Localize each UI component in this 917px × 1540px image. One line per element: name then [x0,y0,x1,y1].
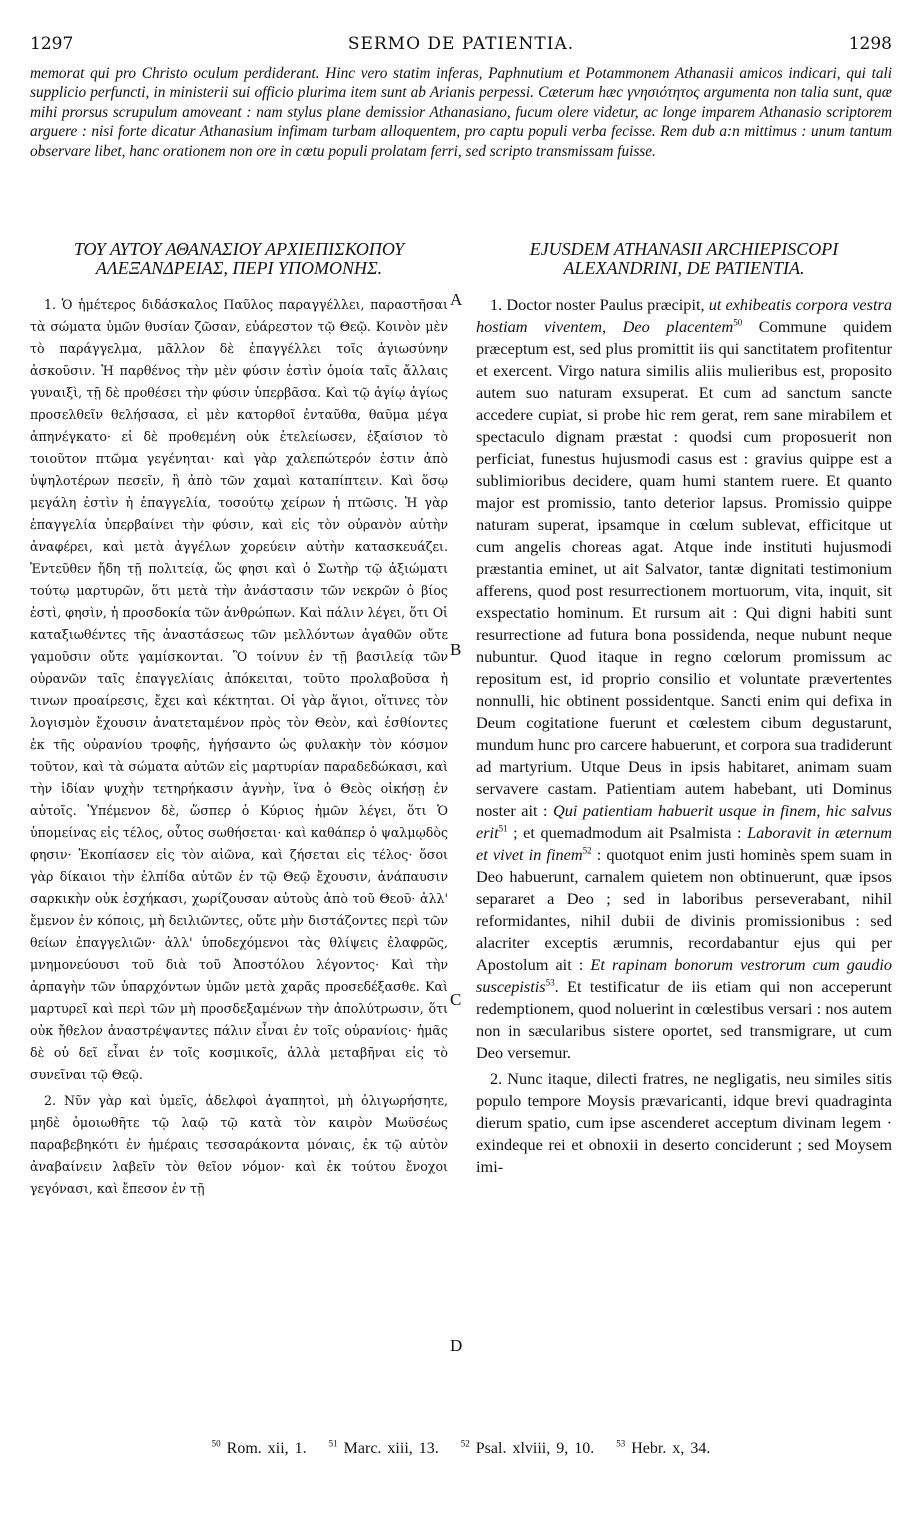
latin-title-line1: EJUSDEM ATHANASII ARCHIEPISCOPI [529,239,839,259]
latin-body [476,294,892,1178]
latin-p1-text-e: ; et quemadmodum ait Psalmista : [507,823,748,842]
footnote-53 [616,1440,710,1457]
intro-paragraph: memorat qui pro Christo oculum perdiderant. Hinc vero statim inferas, Paphnutium et Potammonem Athanasii amicos indicari, qui tali supplicio perfuncti, in ministerii sui officio plurima item sunt ab Arianis perpessi. Cæterum hæc γνησιότητος argumenta non talia sunt, quæ mihi prorsus scrupulum amoveant : nam stylus plane demissior Athanasiano, fucum olere videtur, ac longe imparem Athanasio scriptorem arguere : nisi forte dicatur Athanasium infimam turbam alloquentem, pro captu populi verba fecisse. Rem dub a:n mittimus : unum tantum observare libet, hanc orationem non ore in cœtu populi prolatam ferri, sed scripto transmissam fuisse. [30,65,892,160]
footnote-text: Marc. xiii, 13. [343,1440,439,1457]
greek-title-line2: ΑΛΕΞΑΝΔΡΕΙΑΣ, ΠΕΡΙ ΥΠΟΜΟΝΗΣ. [95,258,383,278]
latin-p1-quote-2: Qui patientiam habuerit usque in finem, hic salvus erit [476,801,892,842]
latin-p1-text-c: Commune quidem præceptum est, sed plus promittit iis qui sanctitatem profitentur et exercent. Virgo natura similis aliis mulieribus est, proposito autem suo naturam exsuperat. Et cum ad sanctum sancte accedere cupiat, si probe hic rem gerat, rem sane mirabilem et spectaculo dignam præstat : quodsi cum proposuerit non perficiat, funestus hujusmodi casus est : gravius quippe est a sublimioribus decidere, quam humi stantem ruere. Et quanto major est promissio, tanto deterior lapsus. Promissio quippe naturam superat, ipsamque in cœlum sublevat, efficitque ut cum angelis choreas agat. Atque inde instituti hujusmodi præstantia eminet, ut ait Salvator, tantæ dignitati testimonium afferens, quod post resurrectionem mortuorum, vita, inquit, sit exspectatio hominum. Et rursum ait : Qui digni habiti sunt resurrectione ad futura bona possidenda, neque nubunt neque nubuntur. Quod itaque in regno cœlorum promissum ac repositum est, id proprio consilio et voluntate prævertentes nonnulli, hic obtinent possidentque. Sancti enim qui defixa in Deum cogitatione fuerunt et cœlestem cibum degustarunt, mundum hunc pro carcere habuerunt, et corpora sua tradiderunt ad martyrium. Utque Deus in ipsis habitaret, animam suam servavere castam. Patientiam autem habebant, uti Dominus noster ait : [476,317,892,820]
page-number-right: 1298 [848,34,892,54]
greek-column [30,240,448,1200]
footnote-number: 53 [616,1438,626,1449]
latin-paragraph-2: 2. Nunc itaque, dilecti fratres, ne negligatis, neu similes sitis populo tempore Moysis prævaricanti, idque brevi quadraginta dierum spatio, cum ipse ascenderet acceptum divinam legem · exindeque rei et obnoxii in deserto conciderunt ; sed Moysem imi- [476,1069,892,1176]
footnote-ref-50: 50 [733,317,743,328]
footnote-text: Rom. xii, 1. [226,1440,307,1457]
footnote-52 [461,1440,594,1457]
latin-p1-text-g: : quotquot enim justi hominès spem suam in Deo habuerunt, carnalem quietem non obtinuerunt, quæ ipsos separaret a Deo ; sed in laboribus perseverabant, nihil reformidantes, nihil dubii de divinis promissionibus : sed alacriter exceptis ærumnis, recordabantur ejus qui per Apostolum ait : [476,845,892,974]
footnote-50 [212,1440,307,1457]
latin-title [476,240,892,278]
latin-title-line2: ALEXANDRINI, DE PATIENTIA. [563,258,805,278]
footnote-51 [329,1440,439,1457]
latin-column [476,240,892,1178]
greek-paragraph-1: 1. Ὁ ἡμέτερος διδάσκαλος Παῦλος παραγγέλλει, παραστῆσαι τὰ σώματα ὑμῶν θυσίαν ζῶσαν, εὐάρεστον τῷ Θεῷ. Κοινὸν μὲν τὸ παράγγελμα, μᾶλλον δὲ ἐπαγγέλλει τοῖς ἁγιωσύνην ἀσκοῦσιν. Ἡ παρθένος τὴν μὲν φύσιν ἐστὶν ὁμοία ταῖς ἄλλαις γυναιξὶ, τῇ δὲ προθέσει τὴν φύσιν ὑπερβᾶσα. Καὶ τῷ ἁγίῳ ἁγίως προσελθεῖν θελήσασα, εἰ μὲν κατορθοῖ ἐνταῦθα, θαῦμα μέγα ἀπηνέγκατο· εἰ δὲ προθεμένη οὐκ ἐτελείωσεν, ἐξαίσιον τὸ τοιοῦτον πτῶμα γεγένηται· καὶ γὰρ χαλεπώτερόν ἐστιν ἀπὸ ὑψηλοτέρων πεσεῖν, ἢ ἀπὸ τῶν χαμαὶ καταπίπτειν. Καὶ ὅσῳ μεγάλη ἐστὶν ἡ ἐπαγγελία, τοσούτῳ χείρων ἡ πτῶσις. Ἡ γὰρ ἐπαγγελία ὑπερβαίνει τὴν φύσιν, καὶ εἰς τὸν οὐρανὸν αὐτὴν ἀναφέρει, καὶ μετὰ ἀγγέλων χορεύειν αὐτὴν κατασκευάζει. Ἐντεῦθεν ἤδη τῇ πολιτείᾳ, ὥς φησι καὶ ὁ Σωτὴρ τῷ ἀξιώματι τούτῳ μαρτυρῶν, ὅτι μετὰ τὴν ἀνάστασιν τῶν νεκρῶν ὁ βίος ἐστὶ, φησὶν, ἡ προσδοκία τῶν ἀνθρώπων. Καὶ πάλιν λέγει, ὅτι Οἱ καταξιωθέντες τῆς ἀναστάσεως τῶν μελλόντων ἀγαθῶν οὔτε γαμοῦσιν οὔτε γαμίσκονται. Ὃ τοίνυν ἐν τῇ βασιλείᾳ τῶν οὐρανῶν ταῖς ἐπαγγελίαις ἀπόκειται, τοῦτο προλαβοῦσα ἡ τινων προαίρεσις, ἔχει καὶ κέκτηται. Οἱ γὰρ ἅγιοι, οἵτινες τὸν λογισμὸν ἔχουσιν ἀνατεταμένον πρὸς τὸν Θεὸν, καὶ ἐσθίοντες ἐκ τῆς οὐρανίου τροφῆς, ἡγήσαντο ὡς φυλακὴν τὸν κόσμον τοῦτον, καὶ τὰ σώματα αὐτῶν εἰς μαρτυρίαν παραδεδώκασι, καὶ τὴν ἰδίαν ψυχὴν τετηρήκασιν ἁγνὴν, ἵνα ὁ Θεὸς οἰκήσῃ ἐν αὐτοῖς. Ὑπέμενον δὲ, ὥσπερ ὁ Κύριος ἡμῶν λέγει, ὅτι Ὁ ὑπομείνας εἰς τέλος, οὗτος σωθήσεται· καὶ καθάπερ ὁ ψαλμῳδὸς φησιν· Ἐκοπίασεν εἰς τὸν αἰῶνα, καὶ ζήσεται εἰς τέλος· ὅσοι γὰρ δίκαιοι τὴν ἐλπίδα αὐτῶν ἐν τῷ Θεῷ ἔχουσιν, ἀνάπαυσιν σαρκικὴν οὐκ ἐσχήκασι, χωρίζουσαν αὐτοὺς ἀπὸ τοῦ Θεοῦ· ἀλλ' ἔμενον ἐν κόποις, μὴ δειλιῶντες, οὔτε μὴν διστάζοντες περὶ τῶν θείων ἐπαγγελιῶν· ἀλλ' ὑποδεχόμενοι τὰς θλίψεις ἐλαφρῶς, μνημονεύουσι τοῦ διὰ τοῦ Ἀποστόλου λέγοντος· Καὶ τὴν ἁρπαγὴν τῶν ὑπαρχόντων ὑμῶν μετὰ χαρᾶς προσεδέξασθε. Καὶ μαρτυρεῖ καὶ περὶ τῶν μὴ προσδεξαμένων τὴν ἀπολύτρωσιν, ὅτι οὐκ ἤθελον ἀναστρέψαντες πάλιν εἶναι ἐν τοῖς οὐρανίοις· ἡμᾶς δὲ οὐ δεῖ εἶναι ἐν τοῖς κοσμικοῖς, ἀλλὰ μεταβῆναι εἰς τὸ συνεῖναι τῷ Θεῷ. [30,297,448,1082]
footnote-number: 51 [328,1438,338,1449]
latin-p1-quote-3: Laboravit in æternum et vivet in finem [476,823,892,864]
margin-mark-a: A [450,290,463,309]
latin-p1-text-i: . Et testificatur de iis etiam qui non acceperunt redemptionem, quod noluerint in cœlestibus versari : nos autem non in sæcularibus sistere oportet, sed transmigrare, ut cum Deo versemur. [476,977,892,1062]
running-header [30,34,892,60]
greek-title [30,240,448,278]
margin-mark-d: D [450,1336,463,1355]
greek-body [30,294,448,1200]
running-title: SERMO DE PATIENTIA. [347,34,575,54]
latin-paragraph-1 [476,294,892,1064]
margin-mark-c: C [450,990,462,1009]
page-number-left: 1297 [30,34,74,54]
footnote-ref-52: 52 [582,845,592,856]
margin-mark-b: B [450,640,462,659]
greek-title-line1: ΤΟΥ ΑΥΤΟΥ ΑΘΑΝΑΣΙΟΥ ΑΡΧΙΕΠΙΣΚΟΠΟΥ [73,239,405,259]
latin-p1-text-a: 1. Doctor noster Paulus præcipit, [490,295,709,314]
greek-paragraph-2: 2. Νῦν γὰρ καὶ ὑμεῖς, ἀδελφοὶ ἀγαπητοὶ, μὴ ὀλιγωρήσητε, μηδὲ ὁμοιωθῆτε τῷ λαῷ τῷ κατὰ τὸν καιρὸν Μωϋσέως παραβεβηκότι ἐν ἡμέραις τεσσαράκοντα μόναις, ἐκ τῷ αὐτὸν ἀναβαίνειν λαβεῖν τὸν θεῖον νόμον· καὶ ἐκ τούτου ἔνοχοι γεγόνασι, καὶ ἔπεσον ἐν τῇ [30,1093,448,1196]
latin-p1-quote-1: ut exhibeatis corpora vestra hostiam viventem, Deo placentem [476,295,892,336]
latin-p1-quote-4: Et rapinam bonorum vestrorum cum gaudio suscepistis [476,955,893,996]
footnote-ref-51: 51 [498,823,508,834]
footnotes [30,1440,892,1458]
footnote-text: Psal. xlviii, 9, 10. [475,1440,595,1457]
footnote-ref-53: 53 [545,977,555,988]
footnote-text: Hebr. x, 34. [631,1440,711,1457]
footnote-number: 52 [460,1438,470,1449]
footnote-number: 50 [211,1438,221,1449]
